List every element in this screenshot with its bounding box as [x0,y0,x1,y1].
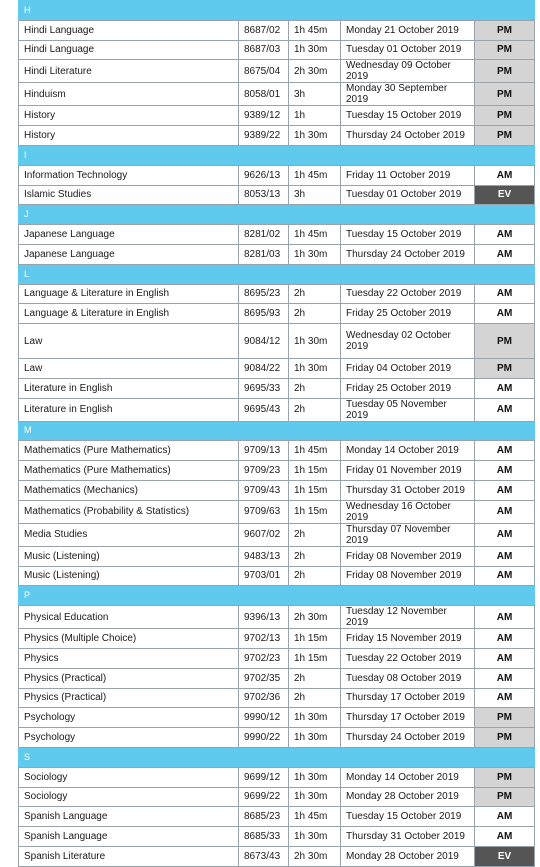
code-cell: 9702/35 [239,668,289,688]
date-cell: Thursday 31 October 2019 [341,827,475,847]
table-row [19,629,535,649]
table-row [19,480,535,500]
subject-cell: Sociology [19,787,239,807]
date-cell: Friday 01 November 2019 [341,461,475,481]
section-header [19,1,535,21]
code-cell: 9699/12 [239,767,289,787]
table-row [19,688,535,708]
date-cell: Friday 15 November 2019 [341,629,475,649]
duration-cell: 1h 45m [289,165,341,185]
code-cell: 9389/12 [239,106,289,126]
date-cell: Friday 11 October 2019 [341,165,475,185]
subject-cell: History [19,106,239,126]
subject-cell: Language & Literature in English [19,284,239,304]
code-cell: 9702/23 [239,648,289,668]
date-cell: Tuesday 15 October 2019 [341,225,475,245]
subject-cell: Hindi Language [19,40,239,60]
code-cell: 9695/43 [239,398,289,421]
code-cell: 9990/12 [239,708,289,728]
duration-cell: 1h 15m [289,500,341,523]
subject-cell: Sociology [19,767,239,787]
table-row [19,523,535,546]
session-cell: AM [475,668,535,688]
table-row [19,846,535,866]
subject-cell: Psychology [19,708,239,728]
duration-cell: 1h 30m [289,827,341,847]
session-cell: AM [475,546,535,566]
subject-cell: Japanese Language [19,244,239,264]
duration-cell: 2h [289,304,341,324]
code-cell: 9709/43 [239,480,289,500]
subject-cell: Physics (Multiple Choice) [19,629,239,649]
code-cell: 9709/13 [239,441,289,461]
session-cell: PM [475,20,535,40]
section-header [19,586,535,606]
section-letter: M [19,421,535,441]
code-cell: 8673/43 [239,846,289,866]
duration-cell: 3h [289,185,341,205]
date-cell: Tuesday 15 October 2019 [341,106,475,126]
table-row [19,767,535,787]
duration-cell: 2h [289,566,341,586]
code-cell: 9699/22 [239,787,289,807]
table-row [19,83,535,106]
code-cell: 8058/01 [239,83,289,106]
subject-cell: History [19,126,239,146]
duration-cell: 2h 30m [289,606,341,629]
duration-cell: 2h [289,398,341,421]
subject-cell: Mathematics (Probability & Statistics) [19,500,239,523]
date-cell: Monday 30 September 2019 [341,83,475,106]
table-row [19,358,535,378]
code-cell: 9990/22 [239,728,289,748]
duration-cell: 1h 15m [289,461,341,481]
session-cell: AM [475,606,535,629]
duration-cell: 2h [289,523,341,546]
code-cell: 8687/02 [239,20,289,40]
subject-cell: Music (Listening) [19,546,239,566]
subject-cell: Literature in English [19,378,239,398]
duration-cell: 2h [289,688,341,708]
table-row [19,461,535,481]
date-cell: Tuesday 01 October 2019 [341,185,475,205]
code-cell: 9084/12 [239,324,289,359]
table-row [19,546,535,566]
section-letter: I [19,145,535,165]
code-cell: 9607/02 [239,523,289,546]
session-cell: AM [475,648,535,668]
table-row [19,126,535,146]
subject-cell: Psychology [19,728,239,748]
session-cell: AM [475,566,535,586]
code-cell: 8053/13 [239,185,289,205]
session-cell: AM [475,688,535,708]
session-cell: PM [475,324,535,359]
subject-cell: Mathematics (Pure Mathematics) [19,461,239,481]
table-row [19,304,535,324]
duration-cell: 1h 45m [289,441,341,461]
duration-cell: 2h [289,668,341,688]
table-row [19,787,535,807]
table-row [19,225,535,245]
code-cell: 9483/13 [239,546,289,566]
code-cell: 9084/22 [239,358,289,378]
subject-cell: Physics (Practical) [19,688,239,708]
duration-cell: 2h 30m [289,60,341,83]
duration-cell: 1h 30m [289,324,341,359]
table-row [19,398,535,421]
code-cell: 9695/33 [239,378,289,398]
code-cell: 8675/04 [239,60,289,83]
table-row [19,20,535,40]
table-row [19,106,535,126]
section-letter: J [19,205,535,225]
table-row [19,40,535,60]
date-cell: Thursday 17 October 2019 [341,708,475,728]
section-letter: H [19,1,535,21]
subject-cell: Music (Listening) [19,566,239,586]
code-cell: 9709/63 [239,500,289,523]
duration-cell: 1h 15m [289,629,341,649]
duration-cell: 2h [289,378,341,398]
session-cell: AM [475,225,535,245]
subject-cell: Physics [19,648,239,668]
code-cell: 9396/13 [239,606,289,629]
code-cell: 9626/13 [239,165,289,185]
table-row [19,648,535,668]
date-cell: Wednesday 09 October 2019 [341,60,475,83]
date-cell: Thursday 24 October 2019 [341,126,475,146]
date-cell: Tuesday 01 October 2019 [341,40,475,60]
code-cell: 8687/03 [239,40,289,60]
subject-cell: Law [19,324,239,359]
duration-cell: 1h [289,106,341,126]
table-row [19,708,535,728]
date-cell: Friday 04 October 2019 [341,358,475,378]
table-row [19,566,535,586]
date-cell: Tuesday 15 October 2019 [341,807,475,827]
exam-timetable [18,0,534,867]
subject-cell: Mathematics (Pure Mathematics) [19,441,239,461]
table-row [19,827,535,847]
code-cell: 8685/23 [239,807,289,827]
subject-cell: Mathematics (Mechanics) [19,480,239,500]
date-cell: Friday 08 November 2019 [341,566,475,586]
date-cell: Friday 25 October 2019 [341,304,475,324]
duration-cell: 1h 30m [289,708,341,728]
subject-cell: Spanish Literature [19,846,239,866]
code-cell: 8695/93 [239,304,289,324]
duration-cell: 1h 30m [289,767,341,787]
subject-cell: Language & Literature in English [19,304,239,324]
section-letter: L [19,264,535,284]
code-cell: 9702/36 [239,688,289,708]
subject-cell: Hindi Language [19,20,239,40]
duration-cell: 1h 45m [289,225,341,245]
session-cell: AM [475,304,535,324]
session-cell: PM [475,787,535,807]
section-header [19,421,535,441]
duration-cell: 1h 30m [289,358,341,378]
date-cell: Monday 28 October 2019 [341,787,475,807]
date-cell: Thursday 17 October 2019 [341,688,475,708]
session-cell: EV [475,846,535,866]
duration-cell: 1h 30m [289,787,341,807]
session-cell: AM [475,284,535,304]
session-cell: PM [475,767,535,787]
subject-cell: Media Studies [19,523,239,546]
date-cell: Tuesday 12 November 2019 [341,606,475,629]
duration-cell: 2h 30m [289,846,341,866]
table-row [19,728,535,748]
duration-cell: 1h 30m [289,244,341,264]
session-cell: PM [475,40,535,60]
table-row [19,378,535,398]
session-cell: EV [475,185,535,205]
date-cell: Tuesday 22 October 2019 [341,284,475,304]
session-cell: AM [475,523,535,546]
duration-cell: 1h 30m [289,728,341,748]
subject-cell: Japanese Language [19,225,239,245]
subject-cell: Information Technology [19,165,239,185]
code-cell: 9709/23 [239,461,289,481]
timetable-table [18,0,535,867]
duration-cell: 3h [289,83,341,106]
session-cell: PM [475,126,535,146]
session-cell: AM [475,807,535,827]
session-cell: PM [475,708,535,728]
subject-cell: Physics (Practical) [19,668,239,688]
session-cell: AM [475,629,535,649]
date-cell: Friday 25 October 2019 [341,378,475,398]
code-cell: 8281/03 [239,244,289,264]
subject-cell: Spanish Language [19,807,239,827]
date-cell: Tuesday 08 October 2019 [341,668,475,688]
date-cell: Wednesday 16 October 2019 [341,500,475,523]
table-row [19,185,535,205]
code-cell: 9703/01 [239,566,289,586]
session-cell: AM [475,398,535,421]
date-cell: Tuesday 05 November 2019 [341,398,475,421]
date-cell: Monday 14 October 2019 [341,441,475,461]
code-cell: 8685/33 [239,827,289,847]
date-cell: Thursday 31 October 2019 [341,480,475,500]
table-row [19,165,535,185]
session-cell: AM [475,500,535,523]
subject-cell: Spanish Language [19,827,239,847]
date-cell: Monday 28 October 2019 [341,846,475,866]
date-cell: Friday 08 November 2019 [341,546,475,566]
table-row [19,606,535,629]
session-cell: PM [475,83,535,106]
duration-cell: 2h [289,284,341,304]
table-row [19,284,535,304]
session-cell: AM [475,244,535,264]
session-cell: AM [475,827,535,847]
duration-cell: 1h 45m [289,20,341,40]
duration-cell: 1h 45m [289,807,341,827]
session-cell: AM [475,461,535,481]
code-cell: 8281/02 [239,225,289,245]
timetable-body [19,1,535,867]
duration-cell: 1h 15m [289,648,341,668]
date-cell: Thursday 24 October 2019 [341,244,475,264]
section-header [19,264,535,284]
code-cell: 9702/13 [239,629,289,649]
date-cell: Thursday 24 October 2019 [341,728,475,748]
table-row [19,324,535,359]
table-row [19,500,535,523]
table-row [19,60,535,83]
section-header [19,205,535,225]
section-header [19,747,535,767]
section-letter: P [19,586,535,606]
table-row [19,244,535,264]
duration-cell: 1h 30m [289,40,341,60]
table-row [19,441,535,461]
duration-cell: 1h 15m [289,480,341,500]
subject-cell: Law [19,358,239,378]
duration-cell: 2h [289,546,341,566]
session-cell: PM [475,106,535,126]
subject-cell: Physical Education [19,606,239,629]
date-cell: Monday 21 October 2019 [341,20,475,40]
subject-cell: Hindi Literature [19,60,239,83]
date-cell: Wednesday 02 October 2019 [341,324,475,359]
code-cell: 9389/22 [239,126,289,146]
section-letter: S [19,747,535,767]
session-cell: PM [475,358,535,378]
table-row [19,668,535,688]
code-cell: 8695/23 [239,284,289,304]
section-header [19,145,535,165]
session-cell: AM [475,441,535,461]
session-cell: AM [475,165,535,185]
subject-cell: Literature in English [19,398,239,421]
date-cell: Monday 14 October 2019 [341,767,475,787]
date-cell: Tuesday 22 October 2019 [341,648,475,668]
session-cell: AM [475,480,535,500]
date-cell: Thursday 07 November 2019 [341,523,475,546]
session-cell: AM [475,378,535,398]
session-cell: PM [475,728,535,748]
table-row [19,807,535,827]
subject-cell: Hinduism [19,83,239,106]
session-cell: PM [475,60,535,83]
subject-cell: Islamic Studies [19,185,239,205]
duration-cell: 1h 30m [289,126,341,146]
